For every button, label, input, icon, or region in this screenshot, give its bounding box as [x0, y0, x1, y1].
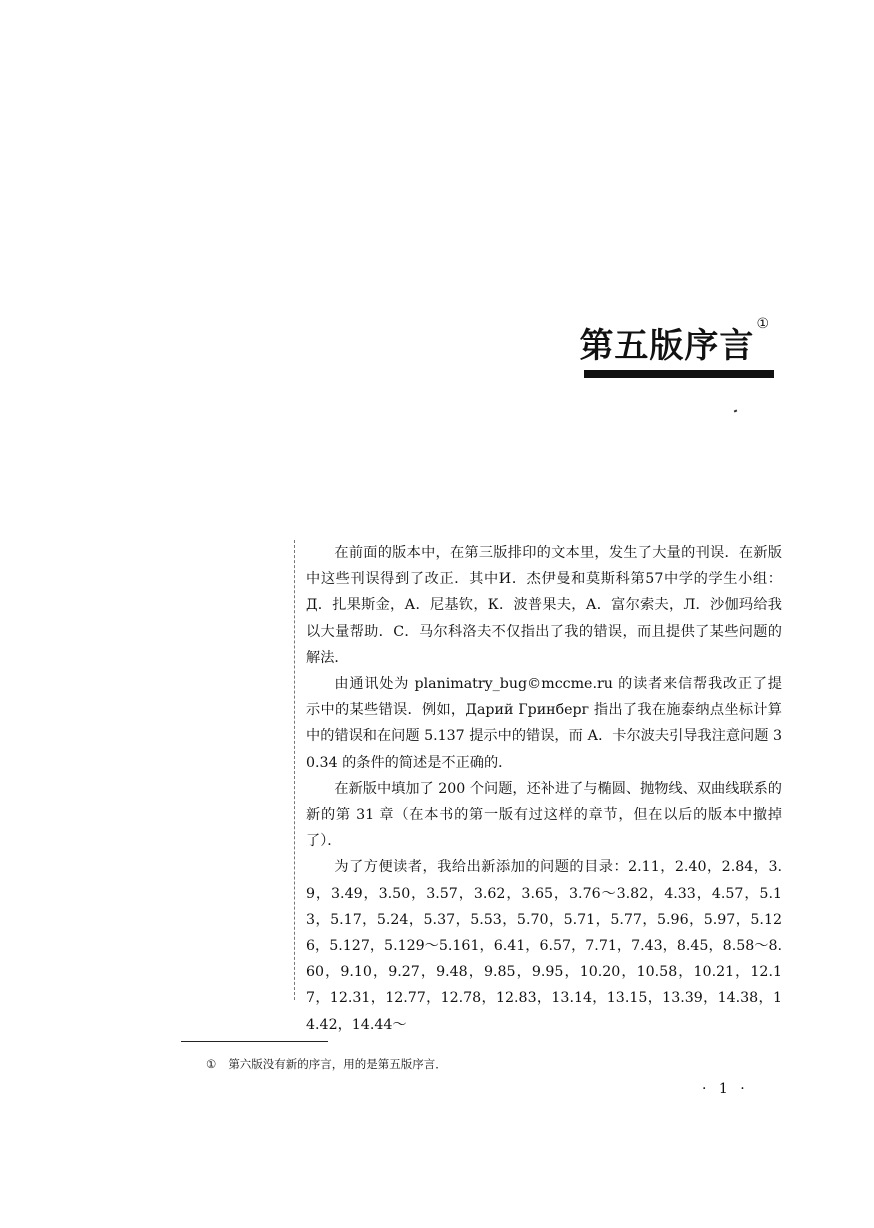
footnote: [206, 1056, 447, 1072]
footnote-reference: ①: [756, 316, 770, 332]
paragraph: 在新版中填加了 200 个问题，还补进了与椭圆、抛物线、双曲线联系的新的第 31 章（在本书的第一版有过这样的章节，但在以后的版本中撤掉了）．: [306, 780, 782, 850]
title-underline-bar: [584, 370, 774, 378]
print-speck: [734, 410, 738, 413]
chapter-title: [579, 318, 770, 367]
paragraph: 在前面的版本中，在第三版排印的文本里，发生了大量的刊误．在新版中这些刊误得到了改正．其中И．杰伊曼和莫斯科第57中学的学生小组：Д．扎果斯金，А．尼基钦，К．波普果夫，А．富尔索夫，Л．沙伽玛给我以大量帮助．С．马尔科洛夫不仅指出了我的错误，而且提供了某些问题的解法．: [306, 545, 782, 666]
footnote-marker: ①: [206, 1057, 217, 1071]
preface-body: [306, 540, 782, 1038]
footnote-divider: [181, 1041, 328, 1042]
margin-rule: [294, 540, 295, 1000]
paragraph: 由通讯处为 planimatry_bug©mccme.ru 的读者来信帮我改正了提示中的某些错误．例如，Дарий Гринберг 指出了我在施泰纳点坐标计算中的错误和在问题 5.137 提示中的错误，而 А．卡尔波夫引导我注意问题 30.34 的条件的简述是不正确的．: [306, 676, 782, 771]
paragraph: 为了方便读者，我给出新添加的问题的目录：2.11，2.40，2.84，3.9，3.49，3.50，3.57，3.62，3.65，3.76～3.82，4.33，4.57，5.13，5.17，5.24，5.37，5.53，5.70，5.71，5.77，5.96，5.97，5.126，5.127，5.129～5.161，6.41，6.57，7.71，7.43，8.45，8.58～8.60，9.10，9.27，9.48，9.85，9.95，10.20，10.58，10.21，12.17，12.31，12.77，12.78，12.83，13.14，13.15，13.39，14.38，14.42，14.44～: [306, 859, 782, 1033]
page-number: · 1 ·: [702, 1081, 749, 1097]
chapter-title-text: 第五版序言: [579, 326, 755, 366]
footnote-text: 第六版没有新的序言，用的是第五版序言．: [228, 1057, 447, 1071]
